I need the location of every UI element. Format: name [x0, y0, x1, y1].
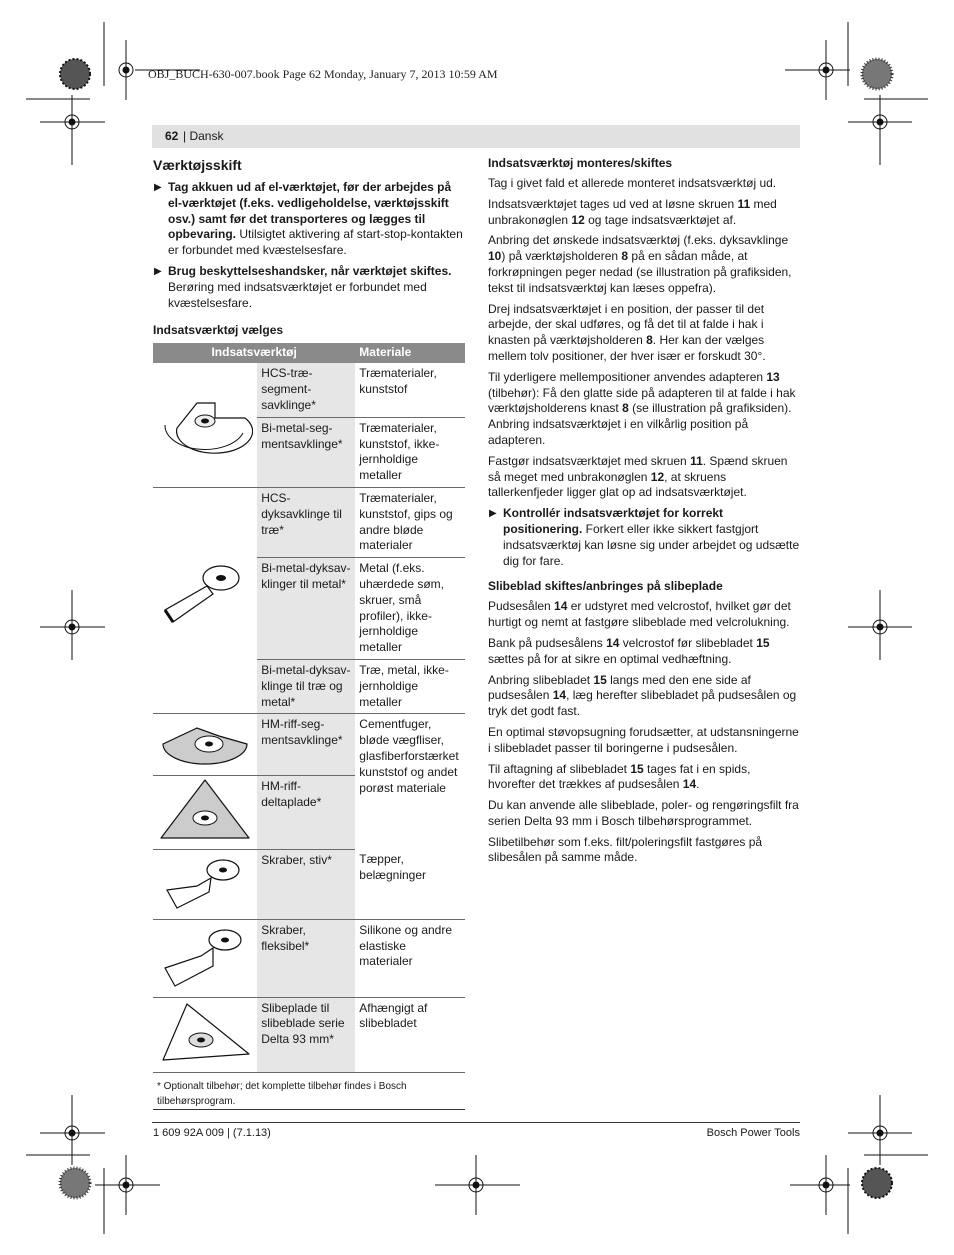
paragraph: Bank på pudsesålens 14 velcrostof før slibebladet 15 sættes på for at sikre en optimal vedhæftning. [488, 635, 770, 666]
page-number: 62 [165, 129, 179, 143]
tool-material: Afhængigt af slibebladet [355, 997, 465, 1073]
paragraph: Til yderligere mellempositioner anvendes adapteren 13 (tilbehør): Få den glatte side på adapteren til at falde i hak værktøjsholderens knast 8 (se illustration på grafiksiden). Anbring indsatsværktøjet i en vilkårlig position på adapteren. [488, 369, 796, 447]
bullet-text: Berøring med indsatsværktøjet er forbundet med kvæstelsesfare. [168, 279, 427, 310]
tool-material: Træmaterialer, kunststof, ikke-jernholdige metaller [355, 417, 465, 487]
tool-material: Cementfuger, bløde vægfliser, glasfiberforstærket kunststof og andet porøst materiale [359, 717, 459, 795]
safety-bullet [153, 264, 465, 311]
paragraph: En optimal støvopsugning forudsætter, at udstansningerne i slibebladet passer til boringerne i pudsesålen. [488, 724, 799, 755]
page-header-bar [152, 125, 800, 148]
paragraph: Indsatsværktøjet tages ud ved at løsne skruen 11 med unbrakonøglen 12 og tage indsatsværktøjet af. [488, 196, 777, 227]
bullet-bold-text: Kontrollér indsatsværktøjet for korrekt positionering. [503, 506, 724, 536]
bullet-arrow-icon: ▶ [154, 265, 162, 277]
hm-riff-segment-blade-illustration [153, 714, 257, 776]
table-row [153, 363, 465, 417]
tool-name: Skraber, stiv* [257, 849, 355, 919]
paragraph: Slibetilbehør som f.eks. filt/poleringsfilt fastgøres på slibesålen på samme måde. [488, 834, 763, 865]
tool-name: HCS-dyksavklinge til træ* [257, 487, 355, 557]
table-row [153, 487, 465, 557]
table-row [153, 919, 465, 997]
table-footnote-row [153, 1073, 465, 1110]
table-header-row [153, 343, 465, 363]
tool-material: Tæpper, belægninger [355, 849, 465, 919]
tool-name: Bi-metal-seg-mentsavklinge* [257, 417, 355, 487]
table-subtitle: Indsatsværktøj vælges [153, 323, 284, 338]
bullet-text: Utilsigtet aktivering af start-stop-kontakten er forbundet med kvæstelsesfare. [168, 227, 463, 258]
paragraph: Pudsesålen 14 er udstyret med velcrostof, hvilket gør det hurtigt og nemt at fastgøre slibeblade med velcrolukning. [488, 599, 791, 630]
flexible-scraper-illustration [153, 919, 257, 997]
tool-name: Bi-metal-dyksav-klinger til metal* [257, 558, 355, 660]
bullet-arrow-icon: ▶ [154, 182, 162, 193]
rigid-scraper-illustration [153, 849, 257, 919]
table-row [153, 849, 465, 919]
paragraph: Til aftagning af slibebladet 15 tages fat i en spids, hvorefter det trækkes af pudsesålen 14. [488, 761, 751, 792]
footer-rule [152, 1122, 800, 1123]
footer-doc-number: 1 609 92A 009 | (7.1.13) [153, 1127, 271, 1139]
tool-column-header: Indsatsværktøj [153, 343, 355, 363]
material-column-header: Materiale [355, 343, 465, 363]
tool-name: Skraber, fleksibel* [257, 919, 355, 997]
paragraph: Anbring slibebladet 15 langs med den ene side af pudsesålen 14, læg herefter slibebladet på pudsesålen og tryk det godt fast. [488, 672, 797, 719]
paragraph: Drej indsatsværktøjet i en position, der passer til det arbejde, der skal udføres, og få det til at falde i hak i knasten på værktøjsholderen 8. Her kan der vælges mellem tolv positioner, der hver især er forskudt 30°. [488, 301, 766, 363]
right-column [488, 156, 800, 871]
table-row [153, 997, 465, 1073]
bullet-bold-text: Brug beskyttelseshandsker, når værktøjet skiftes. [168, 263, 452, 278]
tool-material: Træ, metal, ikke-jernholdige metaller [355, 659, 465, 713]
footer-brand: Bosch Power Tools [706, 1127, 800, 1139]
sanding-plate-illustration [153, 997, 257, 1073]
tool-material: Metal (f.eks. uhærdede søm, skruer, små profiler), ikke-jernholdige metaller [355, 558, 465, 660]
paragraph: Fastgør indsatsværktøjet med skruen 11. Spænd skruen så meget med unbrakonøglen 12, at skruens tallerkenfjeder ligger glat op ad indsatsværktøjet. [488, 453, 788, 500]
paragraph: Tag i givet fald et allerede monteret indsatsværktøj ud. [488, 176, 777, 190]
plunge-saw-blade-illustration [153, 487, 257, 713]
tool-selection-table [153, 343, 465, 1110]
tool-name: HCS-træ-segment-savklinge* [257, 363, 355, 417]
segment-saw-blade-illustration [153, 363, 257, 487]
tool-material: Silikone og andre elastiske materialer [355, 919, 465, 997]
sanding-heading: Slibeblad skiftes/anbringes på slibeplade [488, 579, 723, 594]
tool-name: HM-riff-deltaplade* [257, 776, 355, 850]
bullet-text: Forkert eller ikke sikkert fastgjort indsatsværktøj kan løsne sig under arbejdet og udsætte dig for fare. [503, 521, 800, 568]
page-language [183, 129, 223, 143]
mount-heading: Indsatsværktøj monteres/skiftes [488, 156, 673, 170]
tool-name: HM-riff-seg-mentsavklinge* [257, 714, 355, 776]
table-footnote: * Optionalt tilbehør; det komplette tilbehør findes i Bosch tilbehørsprogram. [157, 1081, 407, 1108]
section-title: Værktøjsskift [153, 157, 242, 173]
safety-bullet [153, 180, 465, 259]
hm-riff-delta-plate-illustration [153, 776, 257, 850]
tool-name: Slibeplade til slibeblade serie Delta 93 mm* [257, 997, 355, 1073]
bullet-bold-text: Tag akkuen ud af el-værktøjet, før der arbejdes på el-værktøjet (f.eks. vedligeholdelse, værktøjsskift osv.) samt før det transporteres og lægges til opbevaring. [168, 180, 452, 242]
paragraph: Du kan anvende alle slibeblade, poler- og rengøringsfilt fra serien Delta 93 mm i Bosch tilbehørsprogrammet. [488, 798, 799, 828]
bullet-arrow-icon: ▶ [489, 508, 497, 520]
language-label: Dansk [189, 129, 224, 143]
tool-material: Træmaterialer, kunststof [355, 363, 465, 417]
safety-bullet [488, 506, 800, 569]
left-column [153, 156, 465, 1110]
paragraph: Anbring det ønskede indsatsværktøj (f.eks. dyksavklinge 10) på værktøjsholderen 8 på en sådan måde, at forkrøpningen peger nedad (se illustration på grafiksiden, tekst til indsatsværktøj kan læses oppefra). [488, 233, 792, 295]
table-row [153, 714, 465, 776]
file-header: OBJ_BUCH-630-007.book Page 62 Monday, January 7, 2013 10:59 AM [148, 67, 498, 81]
tool-name: Bi-metal-dyksav-klinge til træ og metal* [257, 659, 355, 713]
header-separator: | [183, 129, 190, 143]
tool-material: Træmaterialer, kunststof, gips og andre bløde materialer [355, 487, 465, 557]
